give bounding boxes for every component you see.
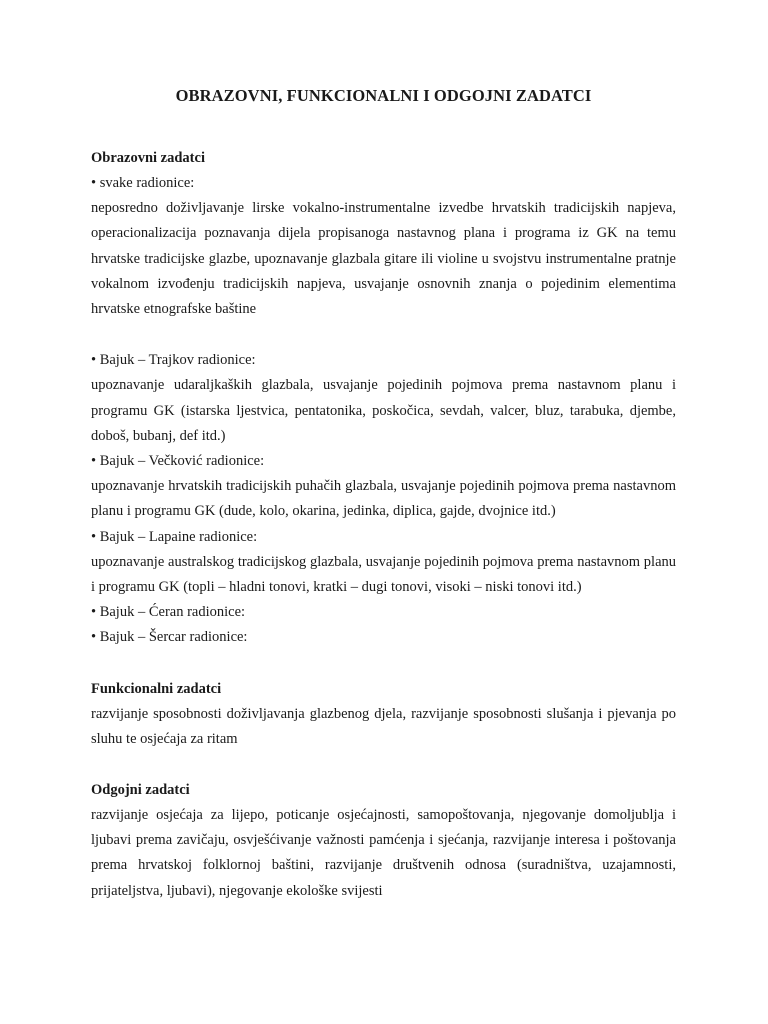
- bullet-item-sercar: • Bajuk – Šercar radionice:: [91, 629, 248, 646]
- bullet-item-ceran: • Bajuk – Ćeran radionice:: [91, 604, 246, 621]
- section-odgojni: [91, 778, 676, 904]
- bullet-item-lapaine: • Bajuk – Lapaine radionice:: [91, 528, 258, 545]
- bullet-item-trajkov: • Bajuk – Trajkov radionice:: [91, 352, 256, 369]
- paragraph-svake: neposredno doživljavanje lirske vokalno-instrumentalne izvedbe hrvatskih tradicijskih napjeva, operacionalizacija poznavanja dijela propisanoga nastavnog plana i programa iz GK na temu hrvatske tradicijske glazbe, upoznavanje glazbala gitare ili violine u svojstvu instrumentalne pratnje vokalnom izvođenju tradicijskih napjeva, usvajanje osnovnih znanja o pojedinim elementima hrvatske etnografske baštine: [91, 200, 676, 318]
- spacer: [91, 322, 676, 348]
- spacer: [91, 752, 676, 778]
- paragraph-lapaine: upoznavanje australskog tradicijskog glazbala, usvajanje pojedinih pojmova prema nastavnom planu i programu GK (topli – hladni tonovi, kratki – dugi tonovi, visoki – niski tonovi itd.): [91, 553, 676, 596]
- spacer: [91, 651, 676, 677]
- section-heading-odgojni: Odgojni zadatci: [91, 782, 190, 799]
- section-funkcionalni: [91, 677, 676, 752]
- paragraph-veckovic: upoznavanje hrvatskih tradicijskih puhačih glazbala, usvajanje pojedinih pojmova prema nastavnom planu i programu GK (dude, kolo, okarina, jedinka, diplica, gajde, dvojnice itd.): [91, 478, 676, 520]
- paragraph-funkcionalni: razvijanje sposobnosti doživljavanja glazbenog djela, razvijanje sposobnosti slušanja i pjevanja po sluhu te osjećaja za ritam: [91, 705, 676, 747]
- paragraph-odgojni: razvijanje osjećaja za lijepo, poticanje osjećajnosti, samopoštovanja, njegovanje domoljublja i ljubavi prema zavičaju, osvješćivanje važnosti pamćenja i sjećanja, razvijanje interesa i poštovanja prema hrvatskoj folklornoj baštini, razvijanje društvenih odnosa (suradništva, uzajamnosti, prijateljstva, ljubavi), njegovanje ekološke svijesti: [91, 807, 676, 899]
- bullet-item-veckovic: • Bajuk – Večković radionice:: [91, 453, 265, 470]
- document-title: OBRAZOVNI, FUNKCIONALNI I ODGOJNI ZADATCI: [175, 86, 592, 105]
- bullet-item-svake: • svake radionice:: [91, 175, 195, 191]
- section-obrazovni: [91, 146, 676, 651]
- section-heading-funkcionalni: Funkcionalni zadatci: [91, 680, 222, 697]
- paragraph-trajkov: upoznavanje udaraljkaških glazbala, usvajanje pojedinih pojmova prema nastavnom planu i programu GK (istarska ljestvica, pentatonika, poskočica, sevdah, valcer, bluz, tarabuka, djembe, doboš, bubanj, def itd.): [91, 377, 676, 444]
- section-heading-obrazovni: Obrazovni zadatci: [91, 150, 205, 166]
